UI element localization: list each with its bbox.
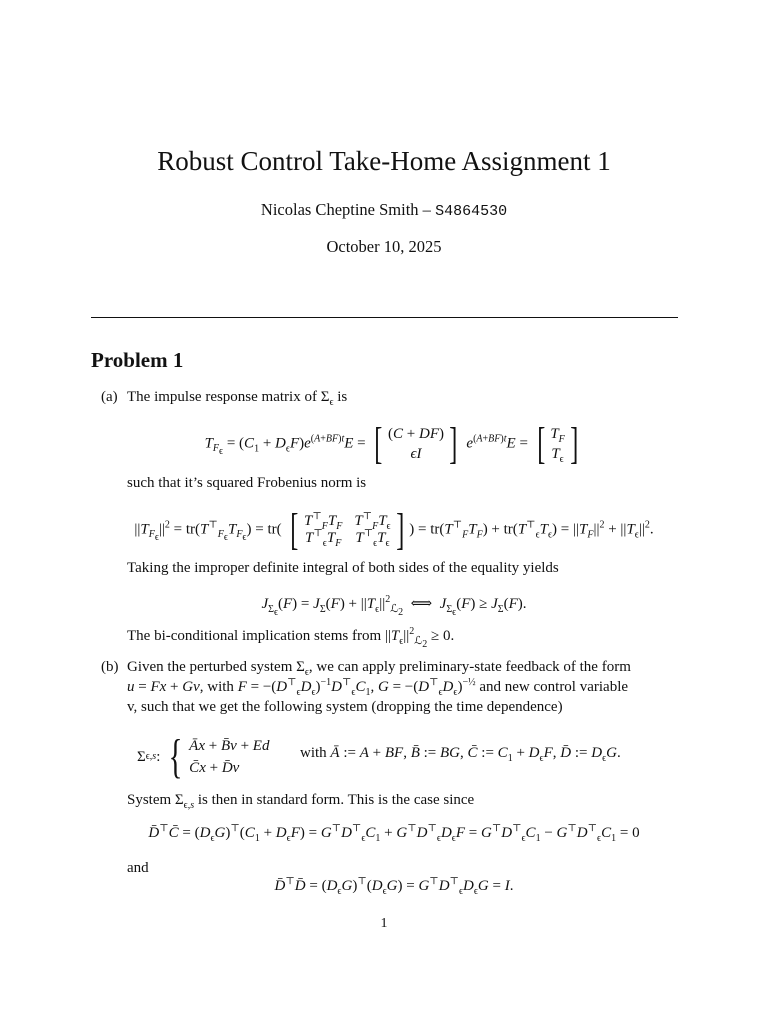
- equation-system-cases: Σ ϵ,s : { Āx + B̄v + Ed C̄x + D̄v: [137, 730, 270, 783]
- student-id: S4864530: [435, 203, 508, 220]
- author-name: Nicolas Cheptine Smith –: [260, 200, 431, 219]
- equation-frobenius-norm: $||T_{F_\epsilon}||^2 = tr(T^⊤_{F_\epsilon}T_{F_\epsilon}) = tr$( [ $T^⊤_FT_F$ $T^⊤_FT_\epsilon$ $T^⊤_\epsilon T_F$ $T^⊤_\epsilon T_\epsilon$ ] ) = $tr(T^⊤_FT_F) + tr(T^⊤_\epsilon T_\epsilon) = ||T_F||^2 + ||T_\epsilon||^2$.: [134, 505, 654, 554]
- part-b-line3: v, such that we get the following system (dropping the time dependence): [127, 699, 563, 715]
- part-a-intro: The impulse response matrix of $\Sigma_\epsilon$ is: [127, 389, 348, 408]
- frobenius-text: such that it’s squared Frobenius norm is: [127, 475, 367, 491]
- and-text: and: [127, 860, 149, 876]
- document-title: Robust Control Take-Home Assignment 1: [157, 146, 611, 176]
- equation-impulse-response: $T_{F_\epsilon} = (C_1 + D_\epsilon F)e^{(A+BF)t}E$ = [ (C + DF) ϵI ] $e^{(A+BF)t}E$ = [ $T_F$ $T_\epsilon$ ]: [204, 419, 579, 468]
- part-b-line1: Given the perturbed system $\Sigma_\epsilon$, we can apply preliminary-state feedback of the form: [127, 659, 631, 678]
- part-b-line2: u = Fx + Gv, with $F = -(D^⊤_\epsilon D_\epsilon)^{-1}D^⊤_\epsilon C_1$, $G = -(D^⊤_\epsilon D_\epsilon)^{-\frac{1}{2}}$ and new control variable: [127, 677, 629, 698]
- integral-text: Taking the improper definite integral of both sides of the equality yields: [127, 560, 559, 576]
- author-line: [0, 200, 768, 220]
- equation-orthogonality: D̄⊤C̄ = $(D_\epsilon G)^⊤(C_1 + D_\epsilon F) = G^⊤D^⊤_\epsilon C_1 + G^⊤D^⊤_\epsilon D_\epsilon F = G^⊤D^⊤_\epsilon C_1 - G^⊤D^⊤_\epsilon C_1 = 0$: [148, 823, 640, 844]
- part-a-label: (a): [101, 389, 118, 405]
- standard-form-text: System $\Sigma_{\epsilon,s}$ is then in standard form. This is the case since: [127, 792, 475, 811]
- horizontal-rule: [91, 317, 678, 318]
- equation-system-definitions: with Ā := A + BF, B̄ := BG, C̄ := $C_1 + D_\epsilon F$, D̄ := $D_\epsilon G$.: [300, 745, 621, 764]
- equation-identity: D̄⊤D̄ = $(D_\epsilon G)^⊤(D_\epsilon G) = G^⊤D^⊤_\epsilon D_\epsilon G = I$.: [274, 876, 514, 897]
- part-b-label: (b): [101, 659, 119, 675]
- page-number: 1: [380, 916, 388, 931]
- equation-cost-inequality: $J_{\Sigma_\epsilon}(F) = J_\Sigma(F) + ||T_\epsilon||^2_{ℒ_2}$ ⟺ $J_{\Sigma_\epsilon}(F) \ge J_\Sigma(F)$.: [261, 594, 527, 619]
- section-heading: Problem 1: [91, 348, 184, 372]
- biconditional-text: The bi-conditional implication stems from $||T_\epsilon||^2_{ℒ_2} \ge 0$.: [127, 626, 455, 651]
- document-date: October 10, 2025: [326, 237, 442, 256]
